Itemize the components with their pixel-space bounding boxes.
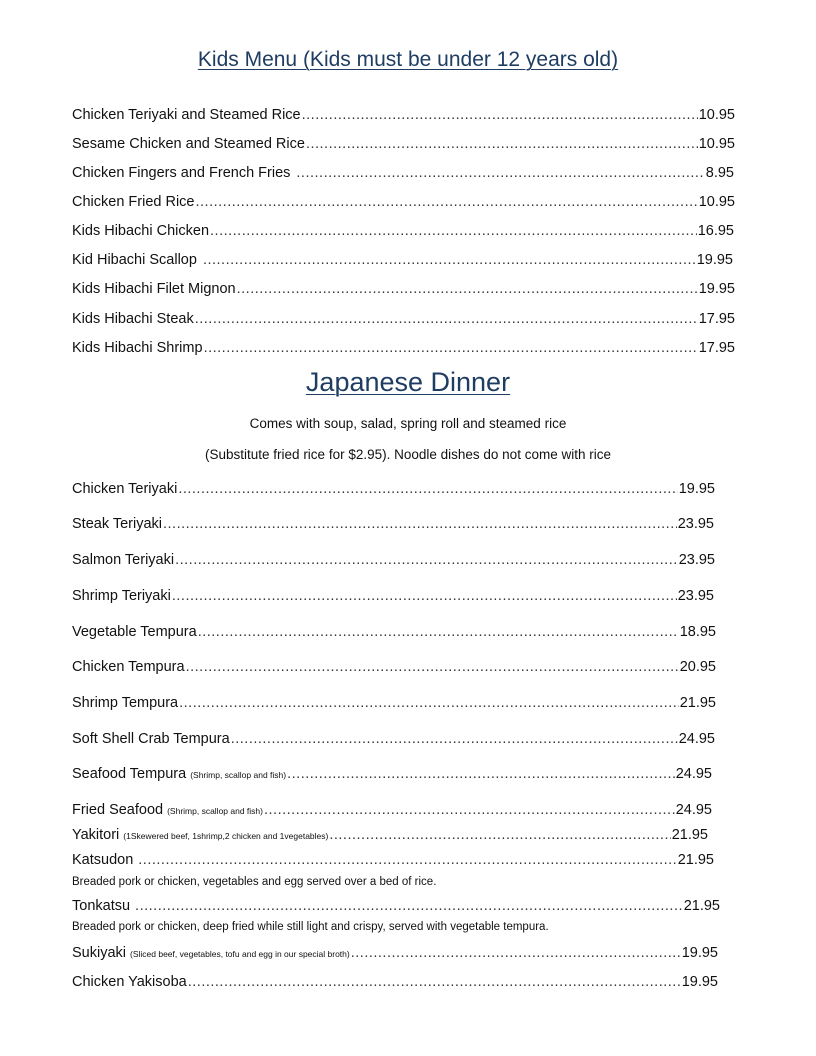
menu-item	[72, 826, 708, 845]
item-name: Fried Seafood	[72, 802, 164, 818]
dot-leader	[306, 135, 698, 153]
dot-leader	[196, 193, 698, 211]
dot-leader	[296, 164, 704, 182]
dot-leader	[198, 623, 679, 641]
dot-leader	[287, 765, 675, 783]
item-name: Chicken Teriyaki	[72, 481, 178, 497]
item-name: Chicken Teriyaki and Steamed Rice	[72, 107, 301, 123]
item-price: 23.95	[678, 552, 715, 568]
menu-item	[72, 222, 734, 240]
item-detail: (Shrimp, scallop and fish)	[190, 770, 287, 780]
item-price: 19.95	[678, 481, 715, 497]
dot-leader	[178, 480, 677, 498]
item-name: Kids Hibachi Shrimp	[72, 340, 203, 356]
item-price: 17.95	[698, 311, 735, 327]
menu-item	[72, 310, 735, 328]
item-price: 21.95	[683, 898, 720, 914]
japanese-dinner-heading: Japanese Dinner	[305, 367, 511, 397]
item-price: 8.95	[705, 165, 734, 181]
item-price: 19.95	[681, 945, 718, 961]
menu-item	[72, 730, 715, 748]
dot-leader	[172, 587, 677, 605]
item-name: Chicken Fried Rice	[72, 194, 195, 210]
item-price: 10.95	[698, 136, 735, 152]
item-name: Katsudon	[72, 852, 134, 868]
item-price: 10.95	[698, 194, 735, 210]
dot-leader	[135, 897, 683, 915]
dot-leader	[351, 944, 681, 962]
menu-item	[72, 251, 733, 269]
item-name: Kids Hibachi Chicken	[72, 223, 210, 239]
dot-leader	[163, 515, 677, 533]
item-price: 19.95	[681, 974, 718, 990]
menu-item	[72, 480, 715, 498]
item-name: Sesame Chicken and Steamed Rice	[72, 136, 305, 152]
item-price: 21.95	[679, 695, 716, 711]
item-price: 23.95	[677, 516, 714, 532]
menu-item	[72, 106, 735, 124]
menu-item	[72, 587, 714, 605]
item-detail: (Sliced beef, vegetables, tofu and egg in our special broth)	[130, 949, 350, 959]
dot-leader	[302, 106, 698, 124]
item-detail: (Shrimp, scallop and fish)	[167, 806, 263, 816]
item-price: 18.95	[679, 624, 716, 640]
menu-item	[72, 551, 715, 569]
menu-item	[72, 801, 712, 820]
menu-item	[72, 897, 720, 915]
dot-leader	[264, 801, 675, 819]
item-name: Shrimp Tempura	[72, 695, 179, 711]
dot-leader	[204, 339, 698, 357]
menu-item	[72, 658, 716, 676]
item-price: 19.95	[698, 281, 735, 297]
menu-item	[72, 280, 735, 298]
dot-leader	[195, 310, 698, 328]
dinner-note: Comes with soup, salad, spring roll and steamed rice	[249, 416, 567, 431]
menu-item	[72, 164, 734, 182]
tonkatsu-description: Breaded pork or chicken, deep fried while still light and crispy, served with vegetable tempura.	[72, 921, 549, 933]
item-name: Kid Hibachi Scallop	[72, 252, 197, 268]
dot-leader	[203, 251, 696, 269]
item-name: Chicken Fingers and French Fries	[72, 165, 291, 181]
menu-item	[72, 694, 716, 712]
item-name: Tonkatsu	[72, 898, 131, 914]
dot-leader	[188, 973, 681, 991]
item-price: 16.95	[697, 223, 734, 239]
dot-leader	[210, 222, 697, 240]
item-name: Soft Shell Crab Tempura	[72, 731, 230, 747]
item-name: Steak Teriyaki	[72, 516, 162, 532]
kids-menu-heading: Kids Menu (Kids must be under 12 years old)	[197, 48, 619, 71]
item-name: Salmon Teriyaki	[72, 552, 175, 568]
dot-leader	[329, 826, 670, 844]
item-price: 23.95	[677, 588, 714, 604]
menu-item	[72, 339, 735, 357]
menu-item	[72, 623, 716, 641]
item-name: Vegetable Tempura	[72, 624, 197, 640]
item-name: Seafood Tempura	[72, 766, 187, 782]
dot-leader	[179, 694, 679, 712]
item-price: 20.95	[679, 659, 716, 675]
dot-leader	[138, 851, 676, 869]
item-price: 21.95	[677, 852, 714, 868]
item-price: 24.95	[675, 802, 712, 818]
menu-item	[72, 944, 718, 963]
menu-item	[72, 515, 714, 533]
dot-leader	[175, 551, 678, 569]
item-price: 24.95	[678, 731, 715, 747]
menu-item	[72, 193, 735, 211]
dinner-substitute-note: (Substitute fried rice for $2.95). Noodle dishes do not come with rice	[205, 447, 611, 462]
item-price: 10.95	[698, 107, 735, 123]
item-name: Kids Hibachi Steak	[72, 311, 194, 327]
item-name: Chicken Yakisoba	[72, 974, 187, 990]
item-price: 21.95	[671, 827, 708, 843]
dot-leader	[231, 730, 678, 748]
item-name: Shrimp Teriyaki	[72, 588, 171, 604]
menu-item	[72, 973, 718, 991]
item-name: Chicken Tempura	[72, 659, 185, 675]
menu-item	[72, 135, 735, 153]
item-name: Kids Hibachi Filet Mignon	[72, 281, 236, 297]
dot-leader	[237, 280, 698, 298]
item-price: 24.95	[675, 766, 712, 782]
item-detail: (1Skewered beef, 1shrimp,2 chicken and 1vegetables)	[123, 831, 329, 841]
item-name: Sukiyaki	[72, 945, 126, 961]
menu-item	[72, 765, 712, 784]
item-price: 17.95	[698, 340, 735, 356]
item-price: 19.95	[696, 252, 733, 268]
item-name: Yakitori	[72, 827, 120, 843]
katsudon-description: Breaded pork or chicken, vegetables and egg served over a bed of rice.	[72, 876, 437, 888]
dot-leader	[186, 658, 679, 676]
menu-item	[72, 851, 714, 869]
